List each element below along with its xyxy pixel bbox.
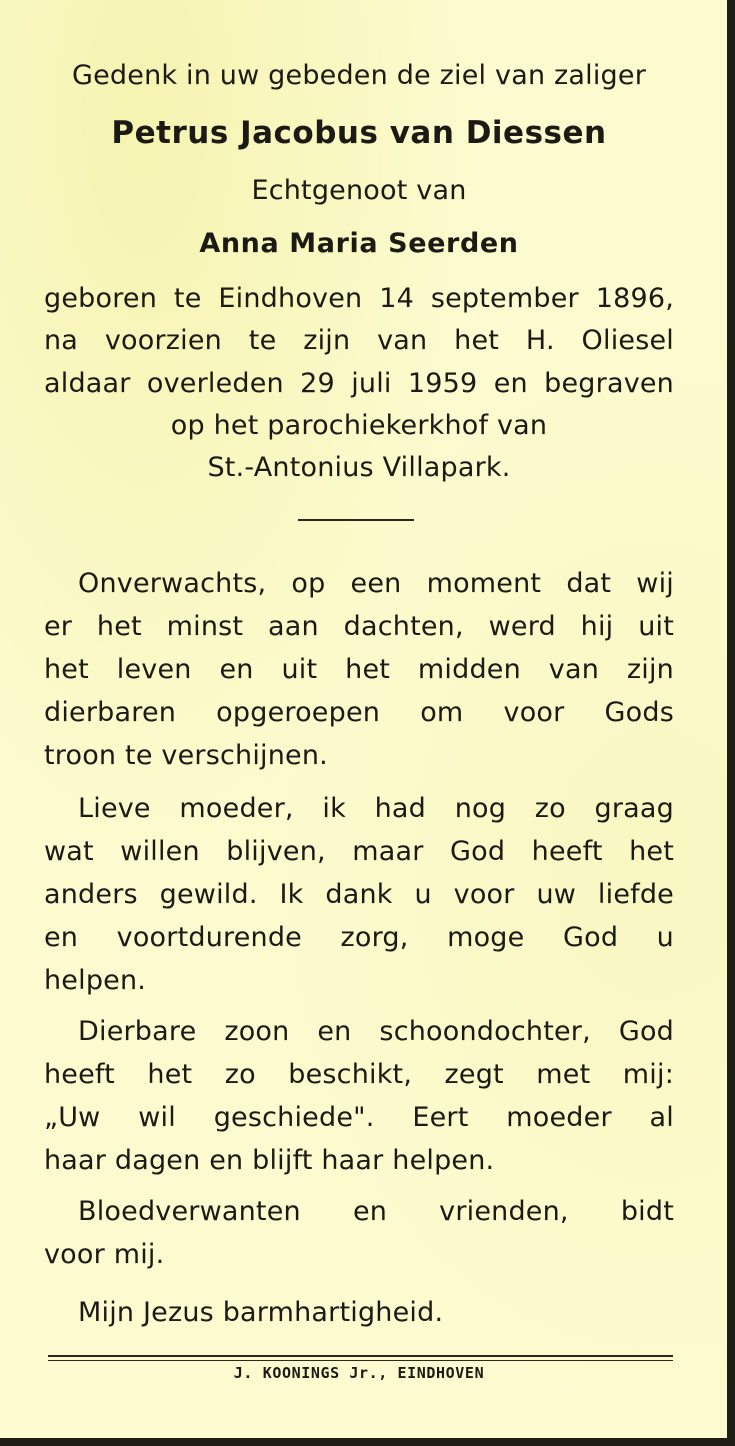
bio-line: aldaar overleden 29 juli 1959 en begraven [44,368,674,399]
closing-prayer: Mijn Jezus barmhartigheid. [78,1297,444,1328]
bio-line: St.-Antonius Villapark. [207,452,511,483]
paragraph-line: Onverwachts, op een moment dat wij [78,568,674,599]
paragraph-line: er het minst aan dachten, werd hij uit [44,611,674,642]
paragraph-line: Lieve moeder, ik had nog zo graag [78,793,674,824]
paragraph-line: het leven en uit het midden van zijn [44,654,674,685]
spouse-label: Echtgenoot van [251,175,467,206]
bio-line: op het parochiekerkhof van [170,410,548,441]
paragraph-line: dierbaren opgeroepen om voor Gods [44,697,674,728]
paragraph-line: anders gewild. Ik dank u voor uw liefde [44,879,674,910]
card-edge [0,1438,735,1446]
bio-line: na voorzien te zijn van het H. Oliesel [44,325,674,356]
deceased-name: Petrus Jacobus van Diessen [111,115,607,151]
paragraph-line: en voortdurende zorg, moge God u [44,922,674,953]
paragraph-line: troon te verschijnen. [44,740,328,771]
paragraph-line: haar dagen en blijft haar helpen. [44,1145,495,1176]
paragraph-line: wat willen blijven, maar God heeft het [44,836,674,867]
bio-line: geboren te Eindhoven 14 september 1896, [44,283,674,314]
intro-line: Gedenk in uw gebeden de ziel van zaliger [71,60,647,91]
card-edge [727,0,735,1446]
paragraph-line: Bloedverwanten en vrienden, bidt [78,1196,674,1227]
paragraph-line: Dierbare zoon en schoondochter, God [78,1016,674,1047]
paragraph-line: „Uw wil geschiede". Eert moeder al [44,1102,674,1133]
footer-rule [48,1355,673,1357]
printer-credit: J. KOONINGS Jr., EINDHOVEN [233,1364,485,1382]
divider [298,519,414,521]
footer-rule [48,1360,673,1361]
paragraph-line: helpen. [44,965,147,996]
paragraph-line: voor mij. [44,1239,165,1270]
spouse-name: Anna Maria Seerden [199,228,519,259]
paragraph-line: heeft het zo beschikt, zegt met mij: [44,1059,674,1090]
